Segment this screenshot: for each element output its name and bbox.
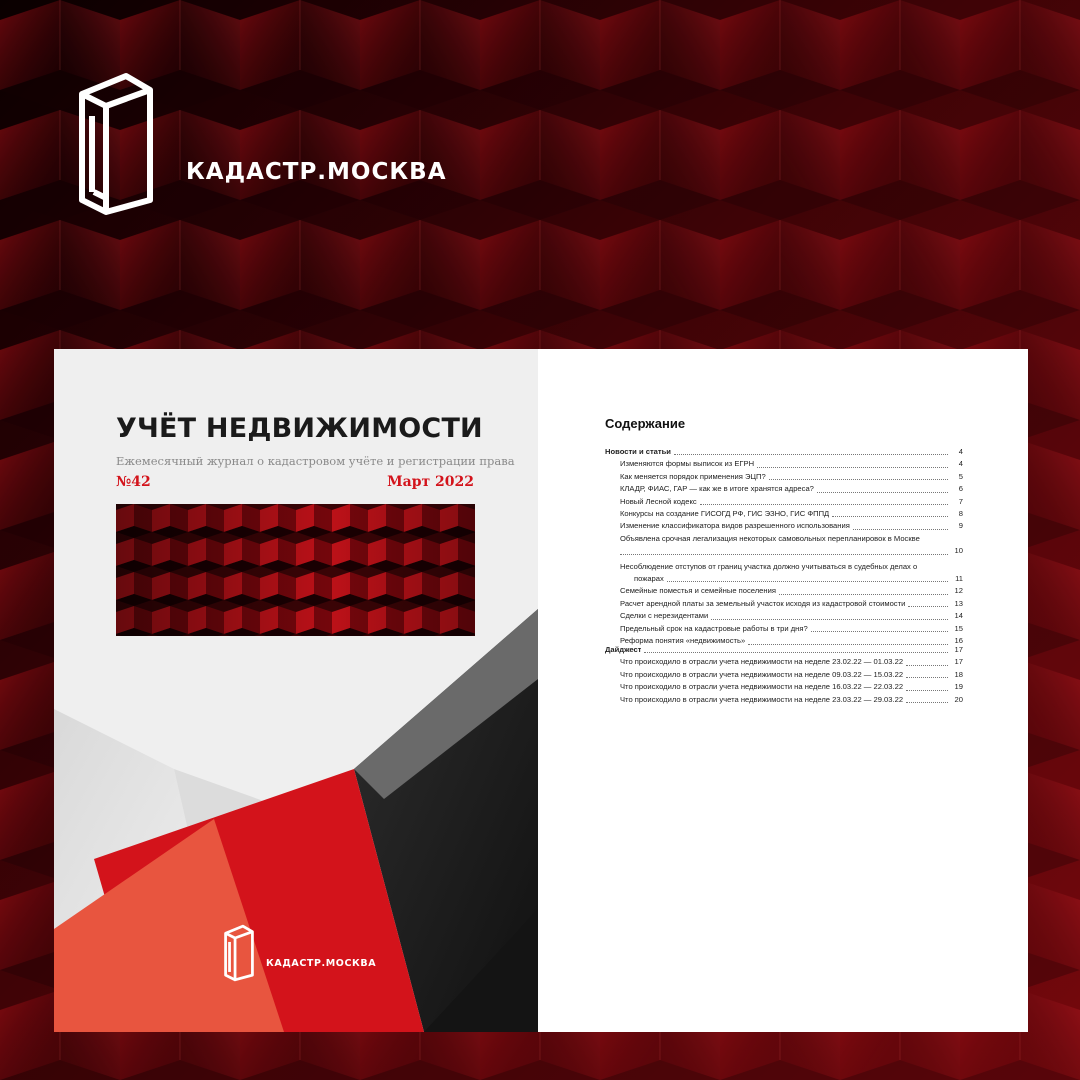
toc-entry[interactable]: Что происходило в отрасли учета недвижимости на неделе 16.03.22 — 22.03.22 19 <box>620 682 963 692</box>
toc-leader-dots <box>908 606 948 607</box>
toc-section-heading[interactable]: Новости и статьи 4 <box>605 447 963 456</box>
toc-leader-dots <box>817 492 948 493</box>
toc-entry[interactable]: Изменяются формы выписок из ЕГРН 4 <box>620 459 963 469</box>
toc-entry[interactable]: Как меняется порядок применения ЭЦП? 5 <box>620 471 963 481</box>
toc-entry[interactable]: Предельный срок на кадастровые работы в три дня? 15 <box>620 623 963 633</box>
toc-leader-dots <box>644 652 948 653</box>
toc-leader-dots <box>811 631 948 632</box>
toc-entry[interactable]: Новый Лесной кодекс 7 <box>620 496 963 506</box>
toc-leader-dots <box>620 554 948 555</box>
toc-leader-dots <box>779 594 948 595</box>
toc-leader-dots <box>667 581 948 582</box>
cover-photo-image <box>116 504 475 636</box>
toc-leader-dots <box>674 454 948 455</box>
toc-entry[interactable]: Изменение классификатора видов разрешенного использования 9 <box>620 521 963 531</box>
cover-issue-number: №42 <box>116 474 151 490</box>
contents-page <box>538 349 1028 1032</box>
toc-leader-dots <box>853 529 948 530</box>
toc-entry[interactable]: Что происходило в отрасли учета недвижимости на неделе 23.02.22 — 01.03.22 17 <box>620 657 963 667</box>
cover-brand <box>224 924 444 986</box>
brand-name: КАДАСТР.МОСКВА <box>186 159 447 185</box>
toc-entry[interactable]: Несоблюдение отступов от границ участка должно учитываться в судебных делах о пожарах 11 <box>620 561 963 584</box>
toc-leader-dots <box>700 504 948 505</box>
toc-entry[interactable]: Конкурсы на создание ГИСОГД РФ, ГИС ЭЗНО, ГИС ФППД 8 <box>620 509 963 519</box>
cover-date: Март 2022 <box>387 474 474 490</box>
toc-entry[interactable]: Что происходило в отрасли учета недвижимости на неделе 09.03.22 — 15.03.22 18 <box>620 669 963 679</box>
brand-header <box>78 72 498 222</box>
cover-photo-facade <box>116 504 475 636</box>
contents-title: Содержание <box>605 416 686 431</box>
toc-leader-dots <box>906 702 948 703</box>
toc-entry[interactable]: Семейные поместья и семейные поселения 12 <box>620 586 963 596</box>
contents-section-news <box>605 446 963 648</box>
toc-section-heading[interactable]: Дайджест 17 <box>605 645 963 654</box>
toc-leader-dots <box>906 665 948 666</box>
cover-subtitle: Ежемесячный журнал о кадастровом учёте и регистрации права <box>116 454 515 468</box>
contents-section-digest <box>605 644 963 706</box>
toc-leader-dots <box>757 467 948 468</box>
toc-entry[interactable]: КЛАДР, ФИАС, ГАР — как же в итоге хранятся адреса? 6 <box>620 484 963 494</box>
toc-leader-dots <box>906 690 948 691</box>
toc-entry[interactable]: Объявлена срочная легализация некоторых самовольных перепланировок в Москве 10 <box>620 533 963 556</box>
toc-entry[interactable]: Что происходило в отрасли учета недвижимости на неделе 23.03.22 — 29.03.22 20 <box>620 694 963 704</box>
glass-prism-building-icon <box>224 924 254 982</box>
toc-leader-dots <box>711 619 948 620</box>
cover-title: УЧЁТ НЕДВИЖИМОСТИ <box>116 413 483 444</box>
toc-leader-dots <box>906 677 948 678</box>
toc-entry[interactable]: Расчет арендной платы за земельный участок исходя из кадастровой стоимости 13 <box>620 598 963 608</box>
toc-entry[interactable]: Реформа понятия «недвижимость» 16 <box>620 636 963 646</box>
toc-leader-dots <box>769 479 948 480</box>
magazine-cover <box>54 349 538 1032</box>
cover-brand-name: КАДАСТР.МОСКВА <box>266 958 377 969</box>
toc-entry[interactable]: Сделки с нерезидентами 14 <box>620 611 963 621</box>
toc-leader-dots <box>832 516 948 517</box>
glass-prism-building-icon <box>78 72 154 216</box>
